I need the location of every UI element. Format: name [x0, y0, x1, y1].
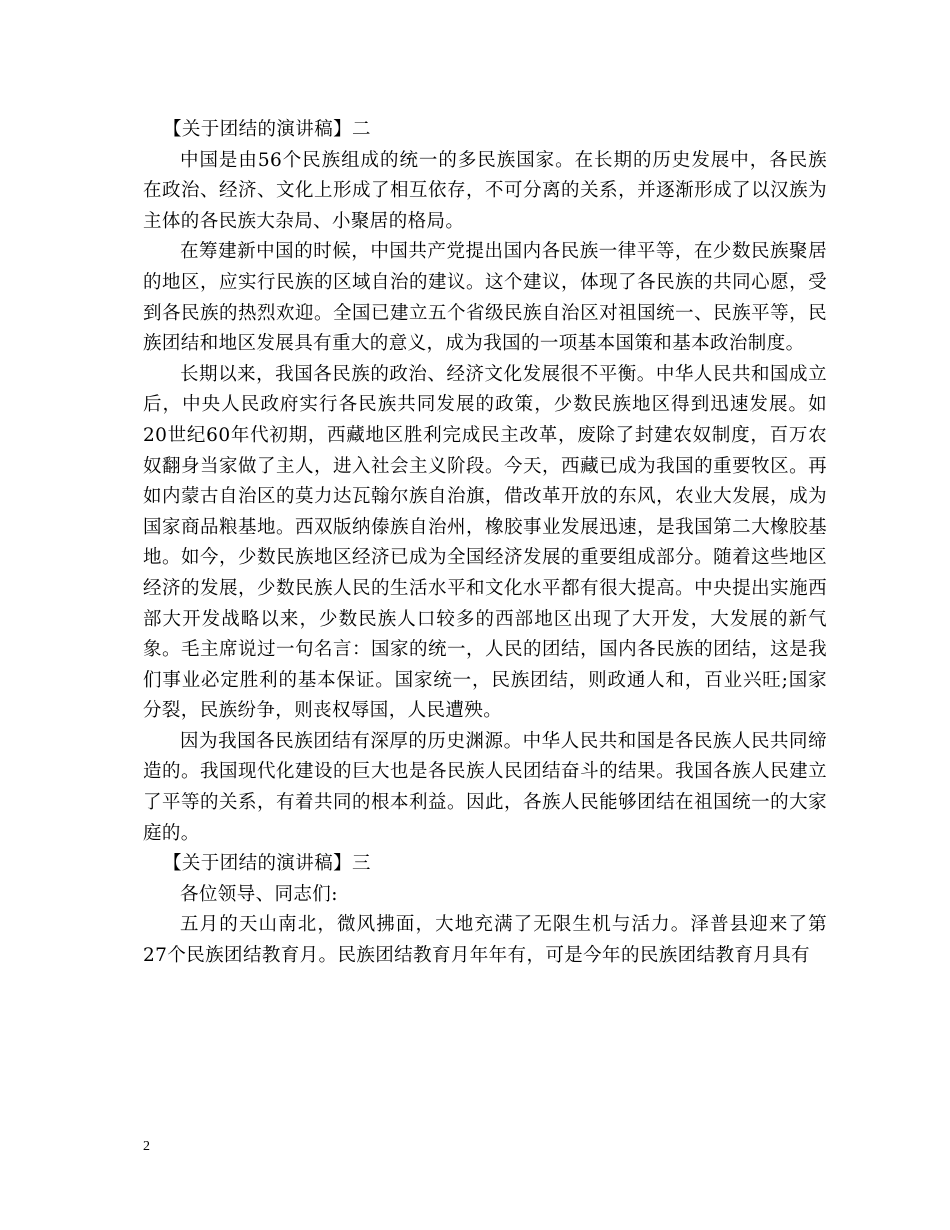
paragraph: 五月的天山南北，微风拂面，大地充满了无限生机与活力。泽普县迎来了第27个民族团结教育月。民族团结教育月年年有，可是今年的民族团结教育月具有 — [143, 914, 827, 967]
page-number: 2 — [143, 1139, 150, 1154]
paragraph: 中国是由56个民族组成的统一的多民族国家。在长期的历史发展中，各民族在政治、经济、文化上形成了相互依存，不可分离的关系，并逐渐形成了以汉族为主体的各民族大杂局、小聚居的格局。 — [143, 149, 827, 232]
section-heading-3: 【关于团结的演讲稿】三 — [163, 853, 371, 875]
salutation: 各位领导、同志们: — [180, 883, 338, 905]
paragraph: 长期以来，我国各民族的政治、经济文化发展很不平衡。中华人民共和国成立后，中央人民政府实行各民族共同发展的政策，少数民族地区得到迅速发展。如20世纪60年代初期，西藏地区胜利完成民主改革，废除了封建农奴制度，百万农奴翻身当家做了主人，进入社会主义阶段。今天，西藏已成为我国的重要牧区。再如内蒙古自治区的莫力达瓦翰尔族自治旗，借改革开放的东风，农业大发展，成为国家商品粮基地。西双版纳傣族自治州，橡胶事业发展迅速，是我国第二大橡胶基地。如今，少数民族地区经济已成为全国经济发展的重要组成部分。随着这些地区经济的发展，少数民族人民的生活水平和文化水平都有很大提高。中央提出实施西部大开发战略以来，少数民族人口较多的西部地区出现了大开发，大发展的新气象。毛主席说过一句名言：国家的统一，人民的团结，国内各民族的团结，这是我们事业必定胜利的基本保证。国家统一，民族团结，则政通人和，百业兴旺;国家分裂，民族纷争，则丧权辱国，人民遭殃。 — [143, 363, 827, 722]
paragraph: 在筹建新中国的时候，中国共产党提出国内各民族一律平等，在少数民族聚居的地区，应实行民族的区域自治的建议。这个建议，体现了各民族的共同心愿，受到各民族的热烈欢迎。全国已建立五个省级民族自治区对祖国统一、民族平等，民族团结和地区发展具有重大的意义，成为我国的一项基本国策和基本政治制度。 — [143, 241, 827, 355]
section-heading-2: 【关于团结的演讲稿】二 — [163, 119, 371, 140]
document-body — [143, 115, 827, 972]
paragraph: 因为我国各民族团结有深厚的历史渊源。中华人民共和国是各民族人民共同缔造的。我国现代化建设的巨大也是各民族人民团结奋斗的结果。我国各族人民建立了平等的关系，有着共同的根本利益。因此，各族人民能够团结在祖国统一的大家庭的。 — [143, 730, 827, 844]
